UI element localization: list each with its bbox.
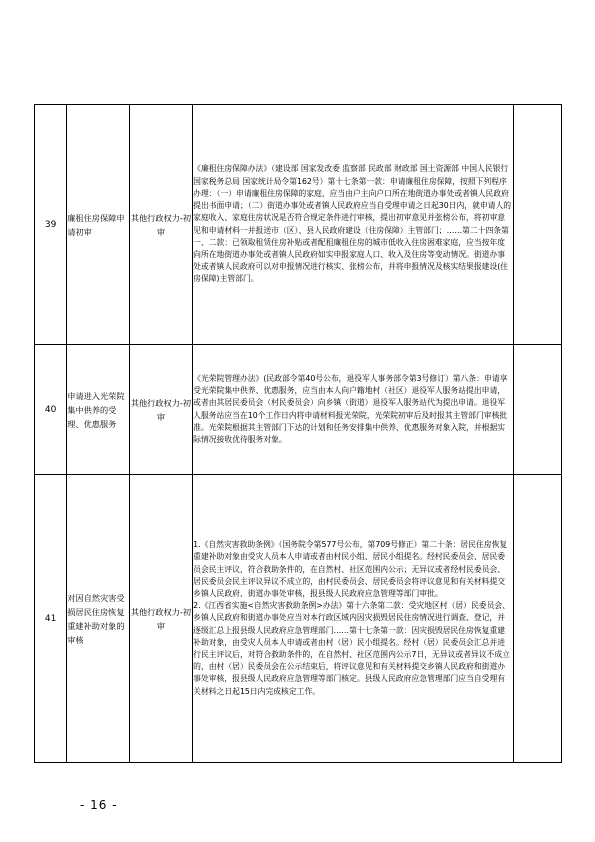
legal-basis-paragraph: 2.《江西省实施<自然灾害救助条例>办法》第十六条第二款：受灾地区村（居）民委员会、乡镇人民政府和街道办事处应当对本行政区域内因灾损毁居民住房情况进行调查、登记，并逐级汇总上报县级人民政府应急管理部门……第十七条第一款：因灾损毁居民住房恢复重建补助对象，由受灾人员本人申请或者由村（居）民小组提名。经村（居）民委员会汇总并进行民主评议后，对符合救助条件的，在自然村、社区范围内公示7日，无异议或者异议不成立的，由村（居）民委员会在公示结束后，将评议意见和有关材料提交乡镇人民政府和街道办事处审核，报县级人民政府应急管理等部门核定。县级人民政府应急管理部门应当自受理有关材料之日起15日内完成核定工作。 [193, 601, 511, 696]
item-name-cell [67, 475, 129, 763]
power-type: 其他行政权力-初审 [129, 345, 192, 475]
item-name: 廉租住房保障申请初审 [67, 212, 125, 237]
row-number: 40 [35, 345, 67, 475]
table-row [35, 345, 562, 475]
table-row [35, 475, 562, 763]
empty-cell [513, 345, 561, 475]
legal-basis [193, 105, 513, 345]
power-list-table [34, 104, 562, 763]
power-type: 其他行政权力-初审 [129, 475, 192, 763]
row-number: 39 [35, 105, 67, 345]
legal-basis-paragraph: 《光荣院管理办法》(民政部令第40号公布，退役军人事务部令第3号修订）第八条：申请享受光荣院集中供养、优惠服务，应当由本人向户籍地村（社区）退役军人服务站提出申请，或者由其居民委员会（村民委员会）向乡镇（街道）退役军人服务站代为提出申请。退役军人服务站应当在10个工作日内将申请材料报光荣院，光荣院初审后及时报其主管部门审核批准。光荣院根据其主管部门下达的计划和任务安排集中供养、优惠服务对象入院，并根据实际情况接收优待服务对象。 [193, 373, 508, 444]
legal-basis [193, 475, 513, 763]
empty-cell [513, 475, 561, 763]
empty-cell [513, 105, 561, 345]
row-number: 41 [35, 475, 67, 763]
item-name: 申请进入光荣院集中供养的受理、优惠服务 [67, 390, 125, 429]
page-number: - 16 - [80, 798, 118, 812]
item-name: 对因自然灾害受损居民住房恢复重建补助对象的审核 [67, 592, 125, 645]
legal-basis-paragraph: 《廉租住房保障办法》（建设部 国家发改委 监察部 民政部 财政部 国土资源部 中国人民银行 国家税务总局 国家统计局令第162号）第十七条第一款：申请廉租住房保障，按照下列程序办理：（一）申请廉租住房保障的家庭，应当由户主向户口所在地街道办事处或者镇人民政府提出书面申请；（二）街道办事处或者镇人民政府应当自受理申请之日起30日内，就申请人的家庭收入、家庭住房状况是否符合规定条件进行审核，提出初审意见并张榜公布，将初审意见和申请材料一并报送市（区）、县人民政府建设（住房保障）主管部门；……第二十四条第一、二款：已领取租赁住房补贴或者配租廉租住房的城市低收入住房困难家庭，应当按年度向所在地街道办事处或者镇人民政府如实申报家庭人口、收入及住房等变动情况。街道办事处或者镇人民政府可以对申报情况进行核实、张榜公布，并将申报情况及核实结果报建设(住房保障)主管部门。 [193, 164, 512, 284]
power-type: 其他行政权力-初审 [129, 105, 192, 345]
legal-basis-paragraph: 1.《自然灾害救助条例》（国务院令第577号公布，第709号修正）第二十条：居民住房恢复重建补助对象由受灾人员本人申请或者由村民小组、居民小组提名。经村民委员会、居民委员会民主评议，符合救助条件的，在自然村、社区范围内公示；无异议或者经村民委员会、居民委员会民主评议异议不成立的，由村民委员会、居民委员会将评议意见和有关材料提交乡镇人民政府、街道办事处审核，报县级人民政府应急管理等部门审批。 [193, 540, 508, 598]
table-row [35, 105, 562, 345]
legal-basis [193, 345, 513, 475]
item-name-cell [67, 105, 129, 345]
item-name-cell [67, 345, 129, 475]
